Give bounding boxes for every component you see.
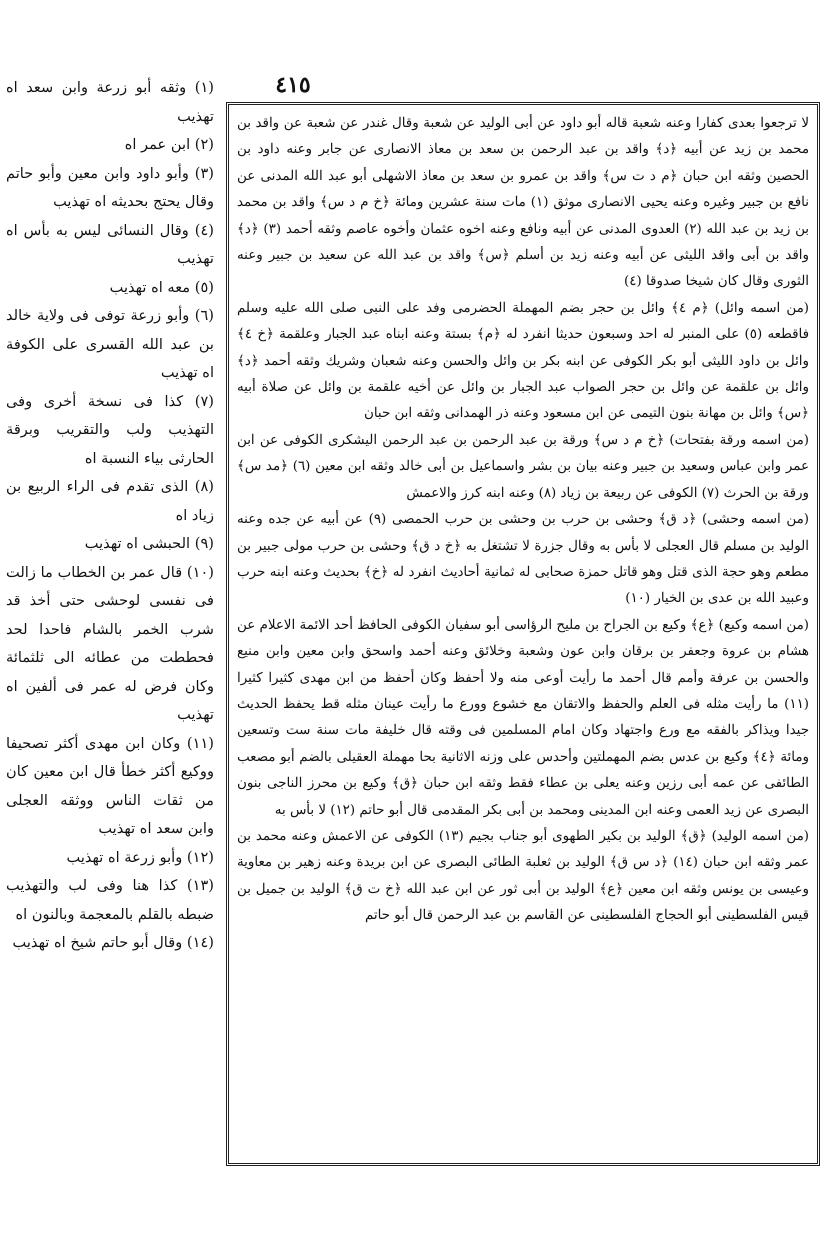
footnote: (٨) الذى تقدم فى الراء الربيع بن زياد اه: [6, 478, 214, 524]
main-paragraph: (من اسمه ورقة بفتحات) ﴿خ م د س﴾ ورقة بن عبد الرحمن بن عبد الرحمن اليشكرى الكوفى عن ابن عمر وابن عباس وسعيد بن جبير وعنه بيان بن بشر واسماعيل بن أبى خالد وثقه ابن معين (٦) ﴿مد س﴾ ورقة بن الحرث (٧) الكوفى عن ربيعة بن زياد (٨) وعنه ابنه كرز والاعمش: [237, 432, 809, 501]
footnote: (٣) وأبو داود وابن معين وأبو حاتم وقال يحتج بحديثه اه تهذيب: [6, 164, 214, 210]
main-paragraph: (من اسمه وائل) ﴿م ٤﴾ وائل بن حجر بضم المهملة الحضرمى وفد على النبى صلى الله عليه وسلم فاقطعه (٥) على المنبر له احد وسبعون حديثا انفرد له ﴿م﴾ بستة وعنه ابناه عبد الجبار وعلقمة ﴿خ ٤﴾ وائل بن داود الليثى أبو بكر الكوفى عن ابنه بكر بن وائل والحسن وعنه شعبان وشريك وثقه أحمد ﴿د﴾ وائل بن علقمة عن وائل بن حجر الصواب عبد الجبار بن وائل عن أخيه علقمة بن وائل عن صلاة أبيه ﴿س﴾ وائل بن مهانة بنون التيمى عن ابن مسعود وعنه ذر الهمدانى وثقه ابن حبان: [237, 300, 809, 422]
main-paragraph: (من اسمه وحشى) ﴿د ق﴾ وحشى بن حرب بن وحشى بن حرب الحمصى (٩) عن أبيه عن جده وعنه الوليد بن مسلم قال العجلى لا بأس به وقال جزرة لا تشتغل به ﴿خ د ق﴾ وحشى بن حرب مولى جبير بن مطعم وهو حجة الذى قتل وهو قاتل حمزة صحابى له ثمانية أحاديث انفرد له ﴿خ﴾ بحديث وعنه ابنه حرب وعبيد الله بن عدى بن الخيار (١٠): [237, 512, 809, 607]
footnote: (١٠) قال عمر بن الخطاب ما زالت فى نفسى لوحشى حتى أخذ قد شرب الخمر بالشام فاحدا لحد فحططت من عطائه الى ثلثمائة وكان فرض له عمر فى ألفين اه تهذيب: [6, 563, 214, 723]
footnote: (١٤) وقال أبو حاتم شيخ اه تهذيب: [12, 934, 214, 951]
footnote: (٩) الحبشى اه تهذيب: [84, 535, 214, 552]
page-number: ٤١٥: [275, 72, 311, 98]
main-text-frame: [226, 102, 820, 1166]
footnote: (٢) ابن عمر اه: [124, 136, 214, 153]
footnote: (٧) كذا فى نسخة أخرى وفى التهذيب ولب والتقريب وبرقة الحارثى بياء النسبة اه: [6, 392, 214, 467]
footnote: (١٣) كذا هنا وفى لب والتهذيب ضبطه بالقلم بالمعجمة وبالنون اه: [6, 877, 214, 923]
main-paragraph: (من اسمه وكيع) ﴿ع﴾ وكيع بن الجراح بن مليح الرؤاسى أبو سفيان الكوفى الحافظ أحد الائمة الاعلام عن هشام بن عروة وجعفر بن برقان وابن عون وشعبة وخلائق وعنه أحمد واسحق وابن معين وابن منيع والحسن بن عرفة وأمم قال أحمد ما رأيت أوعى منه ولا أحفظ وكان أحفظ من ابن مهدى كثيرا كثيرا (١١) ما رأيت مثله فى العلم والحفظ والاتقان مع خشوع وورع ما رأيت عينان مثله قط يحفظ الحديث جيدا ويذاكر بالفقه مع ورع واجتهاد وكان امام المسلمين فى وقته قال خليفة مات سنة ست وتسعين ومائة ﴿٤﴾ وكيع بن عدس بضم المهملتين وأحدس على وزنه الاثانية بحا مهملة العقيلى بالضم أبو مصعب الطائفى عن عمه أبى رزين وعنه يعلى بن عطاء فقط وثقه ابن حبان ﴿ق﴾ وكيع بن محرز الناجى بنون البصرى عن زيد العمى وعنه ابن المدينى ومحمد بن أبى بكر المقدمى قال أبو حاتم (١٢) لا بأس به: [237, 617, 809, 818]
main-paragraph: (من اسمه الوليد) ﴿ق﴾ الوليد بن بكير الطهوى أبو جناب بجيم (١٣) الكوفى عن الاعمش وعنه محمد بن عمر وثقه ابن حبان (١٤) ﴿د س ق﴾ الوليد بن ثعلبة الطائى البصرى عن ابن بريدة وعنه زهير بن معاوية وعيسى بن يونس وثقه ابن معين ﴿ع﴾ الوليد بن أبى ثور عن ابن عبد الله ﴿خ ت ق﴾ الوليد بن جميل بن قيس الفلسطينى أبو الحجاج الفلسطينى عن القاسم بن عبد الرحمن قال أبو حاتم: [237, 828, 810, 924]
footnotes-column: [6, 74, 214, 1174]
main-paragraph: لا ترجعوا بعدى كفارا وعنه شعبة قاله أبو داود عن أبى الوليد عن شعبة وقال غندر عن شعبة عن واقد بن محمد بن زيد عن أبيه ﴿د﴾ واقد بن عبد الرحمن بن سعد بن معاذ الانصارى عن جابر وعنه داود بن الحصين وثقه ابن حبان ﴿م د ت س﴾ واقد بن عمرو بن سعد بن معاذ الاشهلى أبو عبد الله المدنى عن نافع بن جبير وغيره وعنه يحيى الانصارى موثق (١) مات سنة عشرين ومائة ﴿خ م د س﴾ واقد بن محمد بن زيد بن عبد الله (٢) العدوى المدنى عن أبيه ونافع وعنه اخوه عثمان وأخوه عاصم وثقه أحمد (٣) ﴿د﴾ واقد بن أبى واقد الليثى عن أبيه وعنه زيد بن أسلم ﴿س﴾ واقد بن عبد الله عن سعيد بن جبير وعنه الثورى وقال كان شيخا صدوقا (٤): [237, 116, 810, 290]
footnote: (٤) وقال النسائى ليس به بأس اه تهذيب: [6, 221, 214, 267]
main-text-body: [237, 111, 809, 930]
footnote: (١٢) وأبو زرعة اه تهذيب: [66, 848, 214, 866]
footnote: (١١) وكان ابن مهدى أكثر تصحيفا ووكيع أكثر خطأ قال ابن معين كان من ثقات الناس ووثقه العجلى وابن سعد اه تهذيب: [6, 734, 214, 837]
footnote: (١) وثقه أبو زرعة وابن سعد اه تهذيب: [6, 79, 214, 125]
footnote: (٦) وأبو زرعة توفى فى ولاية خالد بن عبد الله القسرى على الكوفة اه تهذيب: [6, 307, 214, 381]
footnote: (٥) معه اه تهذيب: [109, 278, 214, 296]
